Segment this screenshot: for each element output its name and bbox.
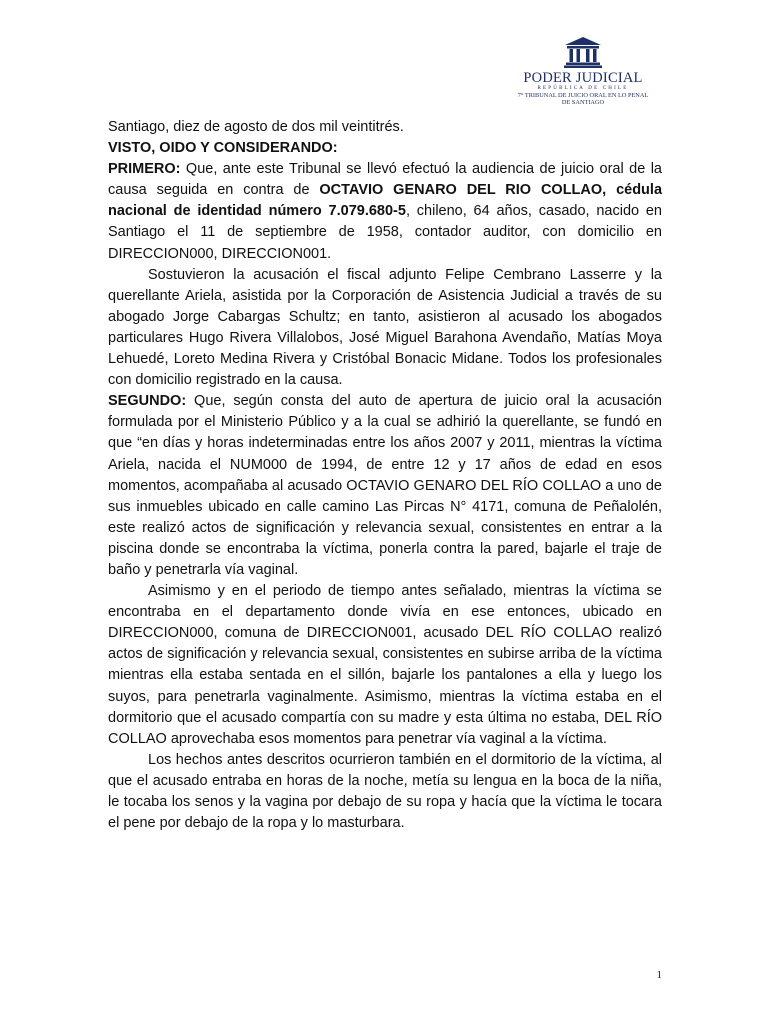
logo-subtitle: REPÚBLICA DE CHILE <box>537 86 629 91</box>
document-body <box>108 117 662 834</box>
paragraph-segundo-3: Los hechos antes descritos ocurrieron también en el dormitorio de la víctima, al que el acusado entraba en horas de la noche, metía su lengua en la boca de la niña, le tocaba los senos y la vagina por debajo de su ropa y hacía que la víctima le tocara el pene por debajo de la ropa y lo masturbara. <box>108 751 662 832</box>
tribunal-name-line-1: 7° TRIBUNAL DE JUICIO ORAL EN LO PENAL <box>517 92 649 99</box>
defendant-name: OCTAVIO GENARO DEL RIO COLLAO, cédula nacional de identidad número 7.079.680-5 <box>108 182 663 220</box>
primero-text-2: , chileno, 64 años, casado, nacido en Santiago el 11 de septiembre de 1958, contador auditor, con domicilio en DIRECCION000, DIRECCION001. <box>108 203 662 262</box>
date-line: Santiago, diez de agosto de dos mil veintitrés. <box>108 119 404 135</box>
segundo-label: SEGUNDO: <box>108 393 187 410</box>
header-logo <box>508 36 658 106</box>
primero-label: PRIMERO: <box>108 161 181 178</box>
segundo-text: Que, según consta del auto de apertura de juicio oral la acusación formulada por el Ministerio Público y a la cual se adhirió la querellante, se fundó en que “en días y horas indeterminadas entre los años 2007 y 2011, mientras la víctima Ariela, nacida el NUM000 de 1994, de entre 12 y 17 años de edad en esos momentos, acompañaba al acusado OCTAVIO GENARO DEL RÍO COLLAO a uno de sus inmuebles ubicado en calle camino Las Pircas N° 4171, comuna de Peñalolén, este realizó actos de significación y relevancia sexual, consistentes en entrar a la piscina donde se encontraba la víctima, ponerla contra la pared, bajarle el traje de baño y penetrarla vía vaginal. <box>108 393 662 578</box>
section-heading <box>108 138 662 159</box>
courthouse-icon <box>563 36 603 68</box>
paragraph-primero <box>108 159 662 264</box>
logo-title: PODER JUDICIAL <box>523 70 643 86</box>
page-number: 1 <box>656 969 662 981</box>
paragraph-segundo-2: Asimismo y en el periodo de tiempo antes señalado, mientras la víctima se encontraba en el departamento donde vivía en ese entonces, ubicado en DIRECCION000, comuna de DIRECCION001, acusado DEL RÍO COLLAO realizó actos de significación y relevancia sexual, consistentes en subirse arriba de la víctima mientras ella estaba sentada en el sillón, bajarle los pantalones a ella y luego los suyos, para penetrarla vaginalmente. Asimismo, mientras la víctima estaba en el dormitorio que el acusado compartía con su madre y esta última no estaba, DEL RÍO COLLAO aprovechaba esos momentos para penetrar vía vaginal a la víctima. <box>108 583 662 747</box>
paragraph-segundo <box>108 391 662 581</box>
paragraph-primero-2: Sostuvieron la acusación el fiscal adjunto Felipe Cembrano Lasserre y la querellante Ariela, asistida por la Corporación de Asistencia Judicial a través de su abogado Jorge Cabargas Schultz; en tanto, asistieron al acusado los abogados particulares Hugo Rivera Villalobos, José Miguel Barahona Avendaño, Matías Moya Lehuedé, Loreto Medina Rivera y Cristóbal Bonacic Midane. Todos los profesionales con domicilio registrado en la causa. <box>108 266 662 389</box>
primero-text-1: Que, ante este Tribunal se llevó efectuó la audiencia de juicio oral de la causa seguida en contra de <box>108 161 662 199</box>
tribunal-name-line-2: DE SANTIAGO <box>561 99 605 106</box>
section-heading-text: VISTO, OIDO Y CONSIDERANDO: <box>108 140 338 157</box>
